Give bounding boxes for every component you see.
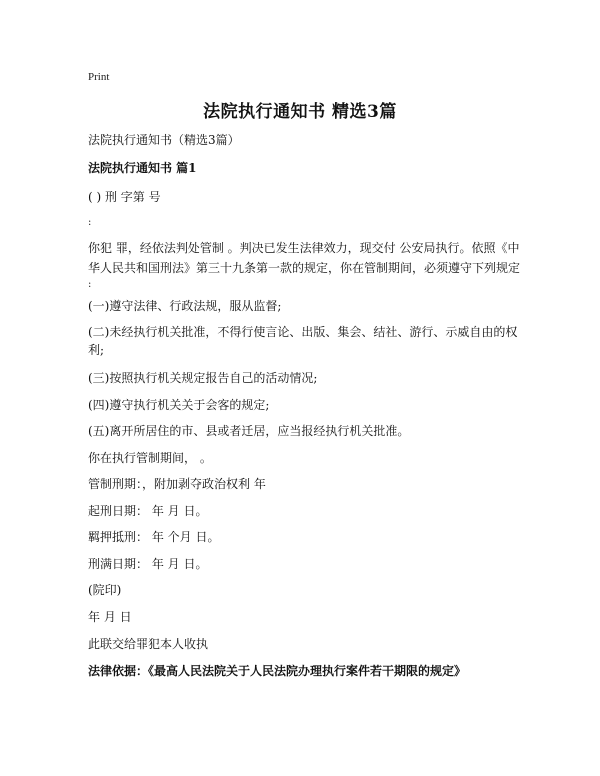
page-title: 法院执行通知书 精选3篇 bbox=[203, 102, 397, 122]
rule-1: (一)遵守法律、行政法规，服从监督; bbox=[88, 299, 282, 313]
court-seal-line: (院印) bbox=[88, 583, 122, 597]
detention-offset-line: 羁押抵刑： 年 个月 日。 bbox=[88, 530, 220, 544]
colon-line-2: : bbox=[88, 279, 92, 290]
rule-3: (三)按照执行机关规定报告自己的活动情况; bbox=[88, 371, 318, 385]
date-line: 年 月 日 bbox=[88, 610, 132, 624]
rule-4: (四)遵守执行机关关于会客的规定; bbox=[88, 398, 270, 412]
rule-2-line-1: (二)未经执行机关批准，不得行使言论、出版、集会、结社、游行、示威自由的权 bbox=[88, 325, 518, 339]
document-subtitle: 法院执行通知书（精选3篇） bbox=[88, 133, 240, 147]
start-date-line: 起刑日期： 年 月 日。 bbox=[88, 504, 208, 518]
colon-line-1: : bbox=[88, 217, 92, 228]
during-term-line: 你在执行管制期间， 。 bbox=[88, 451, 212, 465]
body-line-2: 华人民共和国刑法》第三十九条第一款的规定，你在管制期间，必须遵守下列规定 bbox=[88, 261, 521, 275]
rule-2-line-2: 利; bbox=[88, 343, 105, 357]
rule-5: (五)离开所居住的市、县或者迁居，应当报经执行机关批准。 bbox=[88, 424, 410, 438]
term-line: 管制刑期：，附加剥夺政治权利 年 bbox=[88, 477, 266, 491]
end-date-line: 刑满日期： 年 月 日。 bbox=[88, 557, 208, 571]
print-label: Print bbox=[88, 71, 110, 83]
legal-basis-line: 法律依据：《最高人民法院关于人民法院办理执行案件若干期限的规定》 bbox=[88, 664, 467, 678]
copy-note-line: 此联交给罪犯本人收执 bbox=[88, 637, 209, 651]
body-line-1: 你犯 罪，经依法判处管制 。判决已发生法律效力，现交付 公安局执行。依照《中 bbox=[88, 241, 520, 255]
case-number-line: ( ) 刑 字第 号 bbox=[88, 190, 161, 204]
section-heading: 法院执行通知书 篇1 bbox=[88, 161, 197, 175]
